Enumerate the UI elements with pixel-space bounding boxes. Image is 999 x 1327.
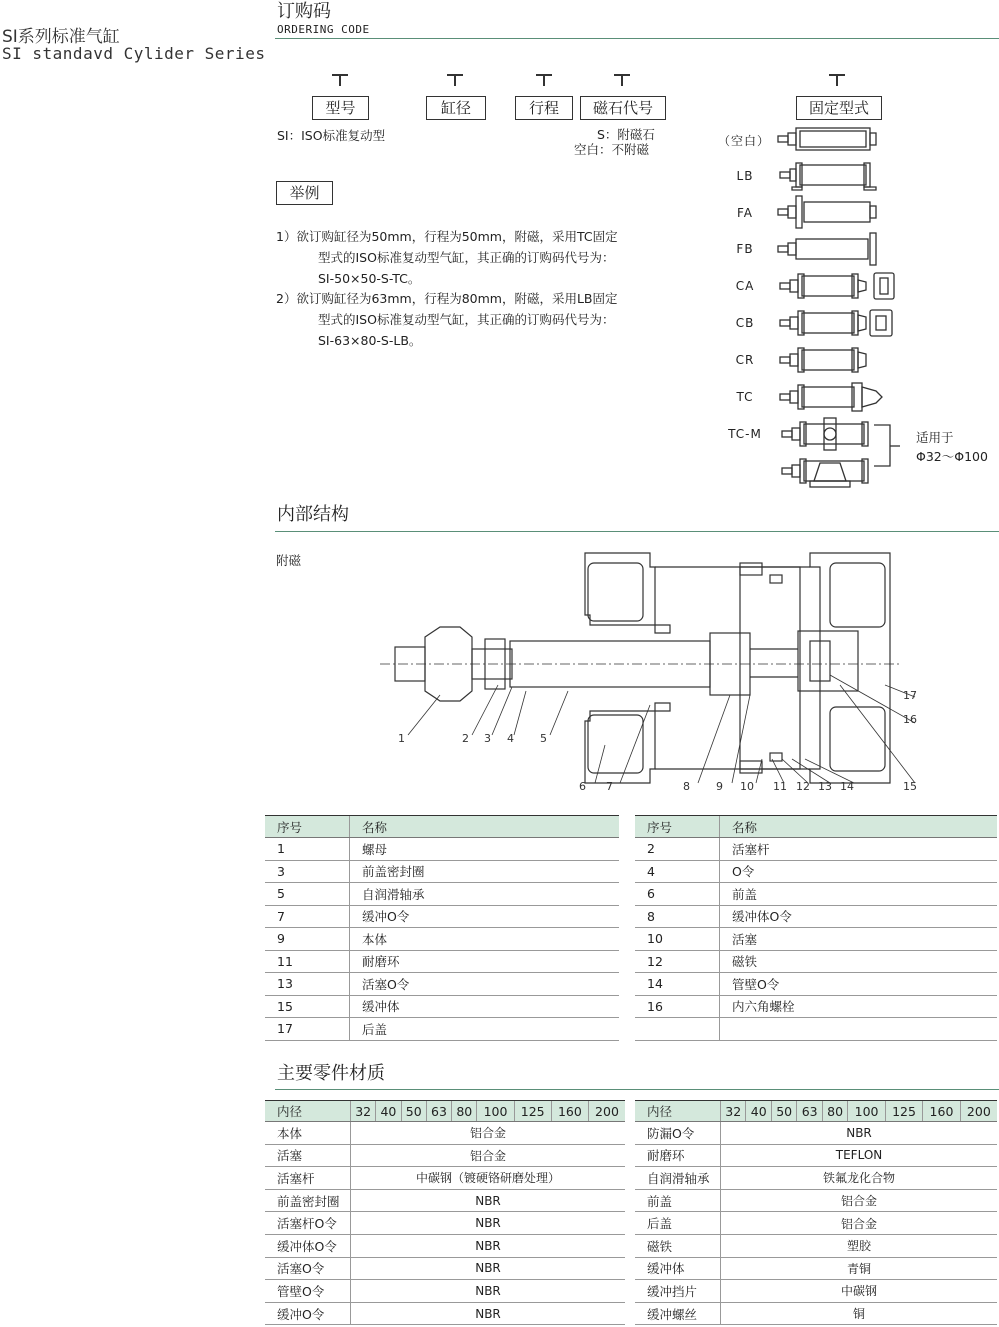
material-value: NBR [351, 1212, 626, 1235]
mount-cb-icon [780, 310, 892, 336]
material-value: NBR [351, 1257, 626, 1280]
material-value: 铝合金 [351, 1144, 626, 1167]
material-value: 中碳钢 [721, 1280, 998, 1303]
ordering-rule [275, 38, 999, 39]
callout-8: 8 [683, 780, 690, 793]
bore-size: 125 [885, 1101, 922, 1122]
callout-14: 14 [840, 780, 854, 793]
bore-size: 40 [376, 1101, 401, 1122]
bore-size: 100 [848, 1101, 885, 1122]
part-no: 12 [635, 950, 720, 973]
mount-label-tc: TC [736, 390, 754, 404]
table-row [265, 1144, 625, 1167]
part-name: 活塞杆 [720, 838, 998, 861]
bore-size: 40 [746, 1101, 771, 1122]
materials-title: 主要零件材质 [277, 1063, 385, 1084]
structure-title: 内部结构 [277, 504, 349, 525]
material-part: 活塞杆 [265, 1167, 351, 1190]
table-row [635, 928, 997, 951]
material-part: 耐磨环 [635, 1144, 721, 1167]
mount-fa-icon [778, 196, 876, 228]
bore-size: 125 [514, 1101, 551, 1122]
tee-mark [447, 74, 463, 82]
tee-mark [332, 74, 348, 82]
ordering-subtitle: ORDERING CODE [277, 23, 370, 36]
part-name: 自润滑轴承 [350, 883, 620, 906]
table-row [265, 1122, 625, 1145]
box-stroke: 行程 [515, 96, 573, 120]
applicable-range: Φ32～Φ100 [916, 449, 988, 464]
table-row [635, 905, 997, 928]
tee-mark [536, 74, 552, 82]
material-part: 活塞杆O令 [265, 1212, 351, 1235]
part-name: 缓冲体 [350, 995, 620, 1018]
table-row [635, 1189, 997, 1212]
bore-header: 内径 [265, 1101, 351, 1122]
bore-size: 80 [452, 1101, 477, 1122]
part-no: 9 [265, 928, 350, 951]
callout-2: 2 [462, 732, 469, 745]
material-part: 磁铁 [635, 1234, 721, 1257]
bore-header: 内径 [635, 1101, 721, 1122]
part-no: 14 [635, 973, 720, 996]
table-row [265, 1189, 625, 1212]
cylinder-cross-section [380, 545, 930, 800]
material-value: NBR [351, 1302, 626, 1325]
bore-size: 32 [351, 1101, 376, 1122]
magnet-note-2: 空白：不附磁 [574, 142, 650, 157]
callout-4: 4 [507, 732, 514, 745]
part-name: 缓冲体O令 [720, 905, 998, 928]
example-line: 型式的ISO标准复动型气缸，其正确的订购码代号为： [318, 312, 615, 327]
parts-header-no: 序号 [265, 816, 350, 838]
table-row [635, 1122, 997, 1145]
mount-fb-icon [778, 233, 876, 265]
mount-lb-icon [780, 163, 876, 190]
part-name: 活塞 [720, 928, 998, 951]
bore-size: 200 [960, 1101, 997, 1122]
materials-table-left [265, 1100, 625, 1325]
material-part: 前盖 [635, 1189, 721, 1212]
mount-label-fa: FA [736, 206, 753, 220]
bore-size: 50 [771, 1101, 796, 1122]
mount-label-fb: FB [736, 242, 754, 256]
table-row [635, 1257, 997, 1280]
part-no [635, 1018, 720, 1041]
table-row [635, 995, 997, 1018]
material-value: NBR [351, 1234, 626, 1257]
tee-mark [829, 74, 845, 82]
part-name: 活塞O令 [350, 973, 620, 996]
example-line: 2）欲订购缸径为63mm，行程为80mm，附磁，采用LB固定 [276, 291, 618, 306]
callout-3: 3 [484, 732, 491, 745]
part-no: 10 [635, 928, 720, 951]
bore-size: 160 [923, 1101, 960, 1122]
example-box: 举例 [276, 181, 333, 205]
material-value: 青铜 [721, 1257, 998, 1280]
table-row [265, 1018, 619, 1041]
mount-blank-icon [778, 128, 876, 150]
material-part: 缓冲螺丝 [635, 1302, 721, 1325]
parts-table-right [635, 815, 997, 1041]
table-row [265, 1257, 625, 1280]
table-row [635, 860, 997, 883]
table-row [265, 1167, 625, 1190]
part-name: 前盖密封圈 [350, 860, 620, 883]
table-row [265, 1302, 625, 1325]
magnet-note-1: S：附磁石 [597, 127, 655, 142]
callout-15: 15 [903, 780, 917, 793]
material-value: 铝合金 [351, 1122, 626, 1145]
part-no: 3 [265, 860, 350, 883]
part-no: 2 [635, 838, 720, 861]
bore-size: 50 [401, 1101, 426, 1122]
part-name: 后盖 [350, 1018, 620, 1041]
material-value: NBR [351, 1280, 626, 1303]
structure-rule [275, 531, 999, 532]
table-row [265, 838, 619, 861]
table-row [265, 905, 619, 928]
mount-label-blank: （空白） [718, 134, 771, 148]
bore-size: 32 [721, 1101, 746, 1122]
material-value: 铝合金 [721, 1189, 998, 1212]
table-row [265, 928, 619, 951]
bore-size: 200 [588, 1101, 625, 1122]
bore-size: 63 [426, 1101, 451, 1122]
example-line: SI-63×80-S-LB。 [318, 333, 422, 348]
table-row [635, 973, 997, 996]
callout-9: 9 [716, 780, 723, 793]
bore-size: 100 [477, 1101, 514, 1122]
mount-tc-icon [780, 383, 882, 411]
box-model: 型号 [312, 96, 369, 120]
part-name: 缓冲O令 [350, 905, 620, 928]
material-value: NBR [721, 1122, 998, 1145]
material-part: 缓冲挡片 [635, 1280, 721, 1303]
part-name: 磁铁 [720, 950, 998, 973]
part-no: 6 [635, 883, 720, 906]
callout-16: 16 [903, 713, 917, 726]
material-value: NBR [351, 1189, 626, 1212]
callout-17: 17 [903, 689, 917, 702]
table-row [265, 883, 619, 906]
part-no: 7 [265, 905, 350, 928]
table-row [635, 1234, 997, 1257]
material-value: 中碳钢（镀硬铬研磨处理） [351, 1167, 626, 1190]
part-name: 本体 [350, 928, 620, 951]
box-magnet: 磁石代号 [580, 96, 666, 120]
table-row [265, 950, 619, 973]
material-part: 缓冲O令 [265, 1302, 351, 1325]
material-part: 缓冲体O令 [265, 1234, 351, 1257]
box-bore: 缸径 [426, 96, 486, 120]
material-value: TEFLON [721, 1144, 998, 1167]
bore-size: 160 [551, 1101, 588, 1122]
table-row [635, 1280, 997, 1303]
series-title-cn: SI系列标准气缸 [2, 27, 120, 47]
table-row [265, 973, 619, 996]
materials-rule [275, 1089, 999, 1090]
mount-ca-icon [780, 273, 894, 299]
part-name: 内六角螺栓 [720, 995, 998, 1018]
table-row [635, 838, 997, 861]
material-value: 塑胶 [721, 1234, 998, 1257]
material-part: 后盖 [635, 1212, 721, 1235]
example-line: 型式的ISO标准复动型气缸，其正确的订购码代号为： [318, 250, 615, 265]
mount-label-cr: CR [735, 353, 755, 367]
series-title-en: SI standavd Cylider Series [2, 44, 266, 63]
table-row [265, 1280, 625, 1303]
callout-10: 10 [740, 780, 754, 793]
table-row [635, 1144, 997, 1167]
mount-label-tcm: TC-M [728, 427, 762, 441]
example-line: SI-50×50-S-TC。 [318, 271, 421, 286]
parts-header-name: 名称 [350, 816, 620, 838]
callout-5: 5 [540, 732, 547, 745]
callout-12: 12 [796, 780, 810, 793]
part-no: 1 [265, 838, 350, 861]
mount-label-lb: LB [736, 169, 754, 183]
table-row [265, 995, 619, 1018]
material-part: 前盖密封圈 [265, 1189, 351, 1212]
callout-7: 7 [606, 780, 613, 793]
table-row [265, 1234, 625, 1257]
example-line: 1）欲订购缸径为50mm，行程为50mm，附磁，采用TC固定 [276, 229, 618, 244]
table-row [635, 950, 997, 973]
part-no: 13 [265, 973, 350, 996]
material-part: 活塞O令 [265, 1257, 351, 1280]
part-name: 管壁O令 [720, 973, 998, 996]
callout-1: 1 [398, 732, 405, 745]
box-mount: 固定型式 [796, 96, 882, 120]
mount-tcm-icon [782, 418, 868, 450]
part-no: 16 [635, 995, 720, 1018]
material-part: 缓冲体 [635, 1257, 721, 1280]
table-row [635, 883, 997, 906]
part-no: 8 [635, 905, 720, 928]
ordering-title: 订购码 [277, 1, 331, 22]
part-no: 15 [265, 995, 350, 1018]
part-name [720, 1018, 998, 1041]
mount-type-drawings [770, 124, 900, 492]
magnet-label: 附磁 [276, 553, 302, 568]
materials-table-right [635, 1100, 997, 1325]
table-row [635, 1302, 997, 1325]
part-name: O令 [720, 860, 998, 883]
material-part: 本体 [265, 1122, 351, 1145]
table-row [265, 860, 619, 883]
material-part: 活塞 [265, 1144, 351, 1167]
material-value: 铁氟龙化合物 [721, 1167, 998, 1190]
tee-mark [614, 74, 630, 82]
bore-size: 80 [822, 1101, 847, 1122]
part-name: 螺母 [350, 838, 620, 861]
part-no: 5 [265, 883, 350, 906]
table-row [265, 1212, 625, 1235]
table-row [635, 1018, 997, 1041]
callout-6: 6 [579, 780, 586, 793]
bore-size: 63 [797, 1101, 822, 1122]
table-row [635, 1167, 997, 1190]
part-name: 耐磨环 [350, 950, 620, 973]
mount-cr-icon [780, 348, 866, 372]
mount-label-cb: CB [735, 316, 755, 330]
table-row [635, 1212, 997, 1235]
applicable-label: 适用于 [916, 430, 954, 445]
material-part: 自润滑轴承 [635, 1167, 721, 1190]
mount-label-ca: CA [735, 279, 755, 293]
material-part: 管壁O令 [265, 1280, 351, 1303]
model-note: SI：ISO标准复动型 [277, 128, 386, 143]
parts-header-no: 序号 [635, 816, 720, 838]
material-value: 铜 [721, 1302, 998, 1325]
parts-header-name: 名称 [720, 816, 998, 838]
part-no: 4 [635, 860, 720, 883]
material-value: 铝合金 [721, 1212, 998, 1235]
part-name: 前盖 [720, 883, 998, 906]
callout-13: 13 [818, 780, 832, 793]
part-no: 17 [265, 1018, 350, 1041]
mount-tcm-alt-icon [782, 459, 868, 487]
material-part: 防漏O令 [635, 1122, 721, 1145]
parts-table-left [265, 815, 619, 1041]
part-no: 11 [265, 950, 350, 973]
callout-11: 11 [773, 780, 787, 793]
